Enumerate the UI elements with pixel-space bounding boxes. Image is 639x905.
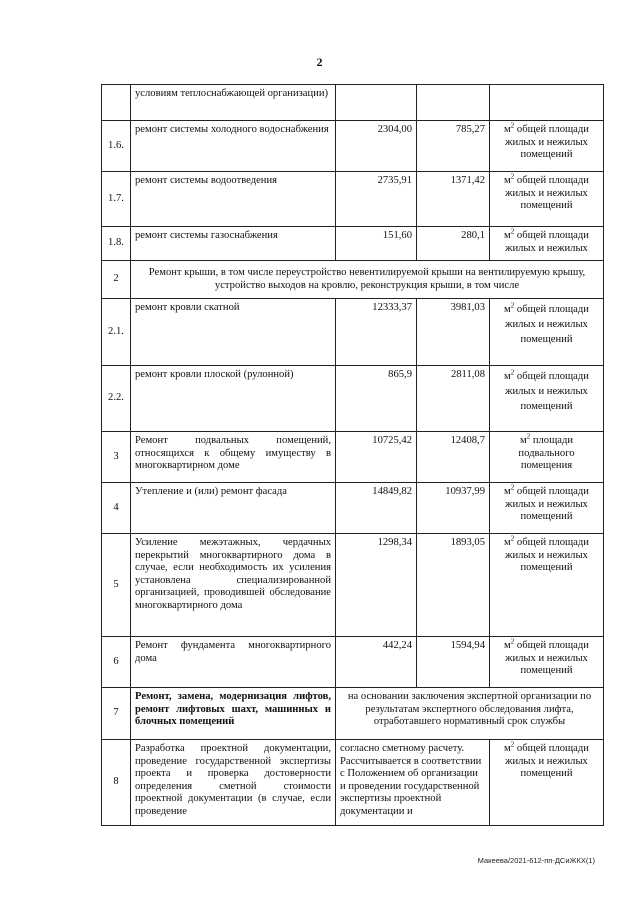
value-2: 785,27 bbox=[417, 121, 490, 172]
row-number: 5 bbox=[102, 534, 131, 637]
unit-cell bbox=[490, 366, 604, 432]
row-number: 2.2. bbox=[102, 366, 131, 432]
table-row bbox=[102, 637, 604, 688]
unit-text: общей площади жилых и нежилых помещений bbox=[505, 175, 589, 212]
row-number: 4 bbox=[102, 483, 131, 534]
table-row bbox=[102, 261, 604, 299]
work-name: ремонт системы холодного водоснабжения bbox=[131, 121, 336, 172]
table-row bbox=[102, 121, 604, 172]
work-name: условиям теплоснабжающей организации) bbox=[131, 85, 336, 121]
page-number: 2 bbox=[316, 55, 323, 69]
merged-note: на основании заключения экспертной организации по результатам экспертного обследования лифта, отработавшего нормативный срок службы bbox=[336, 688, 604, 740]
unit-prefix: м bbox=[504, 537, 511, 548]
value-1: 151,60 bbox=[336, 227, 417, 261]
row-number: 2 bbox=[102, 261, 131, 299]
section-heading: Ремонт крыши, в том числе переустройство невентилируемой крыши на вентилируемую крышу, устройство выходов на кровлю, реконструкция крыши, в том числе bbox=[131, 261, 604, 299]
unit-cell bbox=[490, 483, 604, 534]
value-1: 442,24 bbox=[336, 637, 417, 688]
unit-text: общей площади жилых и нежилых помещений bbox=[505, 304, 589, 345]
unit-cell bbox=[490, 637, 604, 688]
row-number: 1.7. bbox=[102, 172, 131, 227]
table-row bbox=[102, 172, 604, 227]
table-row bbox=[102, 299, 604, 366]
unit-cell bbox=[490, 740, 604, 826]
unit-sup: 2 bbox=[510, 483, 515, 492]
work-name: ремонт системы водоотведения bbox=[131, 172, 336, 227]
unit-prefix: м bbox=[519, 435, 527, 446]
row-number: 2.1. bbox=[102, 299, 131, 366]
row-number: 7 bbox=[102, 688, 131, 740]
work-name: ремонт кровли скатной bbox=[131, 299, 336, 366]
work-name: ремонт кровли плоской (рулонной) bbox=[131, 366, 336, 432]
unit-prefix: м bbox=[504, 371, 511, 382]
row-number: 1.6. bbox=[102, 121, 131, 172]
work-name: Ремонт фундамента многоквартирного дома bbox=[131, 637, 336, 688]
value-2: 3981,03 bbox=[417, 299, 490, 366]
unit-text: общей площади жилых и нежилых помещений bbox=[505, 537, 589, 574]
unit-text: общей площади жилых и нежилых помещений bbox=[505, 124, 589, 161]
merged-note: согласно сметному расчету. Рассчитывается в соответствии с Положением об организации и проведении государственной экспертизы проектной документации и bbox=[336, 740, 490, 826]
unit-sup: 2 bbox=[526, 432, 531, 441]
row-number: 8 bbox=[102, 740, 131, 826]
table-row bbox=[102, 85, 604, 121]
unit-sup: 2 bbox=[510, 121, 515, 130]
value-1 bbox=[336, 85, 417, 121]
value-2: 280,1 bbox=[417, 227, 490, 261]
work-name: Усиление межэтажных, чердачных перекрытий многоквартирного дома в случае, если необходимость их усиления установлена специализированной организацией, проводившей обследование многоквартирного дома bbox=[131, 534, 336, 637]
value-1: 12333,37 bbox=[336, 299, 417, 366]
row-number: 6 bbox=[102, 637, 131, 688]
table-row bbox=[102, 688, 604, 740]
unit-cell bbox=[490, 85, 604, 121]
unit-sup: 2 bbox=[510, 534, 515, 543]
unit-text: площади подвального помещения bbox=[518, 435, 575, 472]
value-2 bbox=[417, 85, 490, 121]
value-1: 2735,91 bbox=[336, 172, 417, 227]
value-1: 1298,34 bbox=[336, 534, 417, 637]
unit-prefix: м bbox=[504, 304, 511, 315]
footer-document-code: Макеева/2021-612-пп-ДСиЖКХ(1) bbox=[477, 856, 595, 865]
unit-cell bbox=[490, 121, 604, 172]
table-row bbox=[102, 366, 604, 432]
unit-text: общей площади жилых и нежилых bbox=[505, 230, 589, 254]
unit-cell bbox=[490, 299, 604, 366]
value-2: 1371,42 bbox=[417, 172, 490, 227]
unit-sup: 2 bbox=[510, 301, 515, 310]
unit-sup: 2 bbox=[510, 227, 515, 236]
value-2: 10937,99 bbox=[417, 483, 490, 534]
unit-sup: 2 bbox=[510, 637, 515, 646]
value-1: 10725,42 bbox=[336, 432, 417, 483]
unit-sup: 2 bbox=[510, 368, 515, 377]
row-number bbox=[102, 85, 131, 121]
unit-text: общей площади жилых и нежилых помещений bbox=[505, 486, 589, 523]
value-2: 2811,08 bbox=[417, 366, 490, 432]
unit-prefix: м bbox=[504, 640, 511, 651]
row-number: 3 bbox=[102, 432, 131, 483]
unit-prefix: м bbox=[504, 124, 511, 135]
unit-cell bbox=[490, 534, 604, 637]
table-row bbox=[102, 534, 604, 637]
work-name: ремонт системы газоснабжения bbox=[131, 227, 336, 261]
value-2: 1594,94 bbox=[417, 637, 490, 688]
row-number: 1.8. bbox=[102, 227, 131, 261]
value-2: 12408,7 bbox=[417, 432, 490, 483]
work-name: Ремонт, замена, модернизация лифтов, ремонт лифтовых шахт, машинных и блочных помещений bbox=[131, 688, 336, 740]
unit-text: общей площади жилых и нежилых помещений bbox=[505, 640, 589, 677]
work-name: Утепление и (или) ремонт фасада bbox=[131, 483, 336, 534]
value-1: 14849,82 bbox=[336, 483, 417, 534]
value-1: 865,9 bbox=[336, 366, 417, 432]
work-name: Разработка проектной документации, проведение государственной экспертизы проекта и проверка достоверности определения сметной стоимости проектной документации (в случае, если проведение bbox=[131, 740, 336, 826]
unit-cell bbox=[490, 227, 604, 261]
table-row bbox=[102, 227, 604, 261]
unit-prefix: м bbox=[504, 175, 511, 186]
work-name: Ремонт подвальных помещений, относящихся к общему имуществу в многоквартирном доме bbox=[131, 432, 336, 483]
unit-prefix: м bbox=[504, 743, 511, 754]
unit-text: общей площади жилых и нежилых помещений bbox=[505, 371, 589, 412]
table-row bbox=[102, 432, 604, 483]
works-table bbox=[101, 84, 604, 826]
value-2: 1893,05 bbox=[417, 534, 490, 637]
unit-text: общей площади жилых и нежилых помещений bbox=[505, 743, 589, 780]
unit-sup: 2 bbox=[510, 740, 515, 749]
table-row bbox=[102, 740, 604, 826]
unit-cell bbox=[490, 432, 604, 483]
value-1: 2304,00 bbox=[336, 121, 417, 172]
unit-cell bbox=[490, 172, 604, 227]
unit-sup: 2 bbox=[510, 172, 515, 181]
unit-prefix: м bbox=[504, 230, 511, 241]
table-row bbox=[102, 483, 604, 534]
unit-prefix: м bbox=[504, 486, 511, 497]
